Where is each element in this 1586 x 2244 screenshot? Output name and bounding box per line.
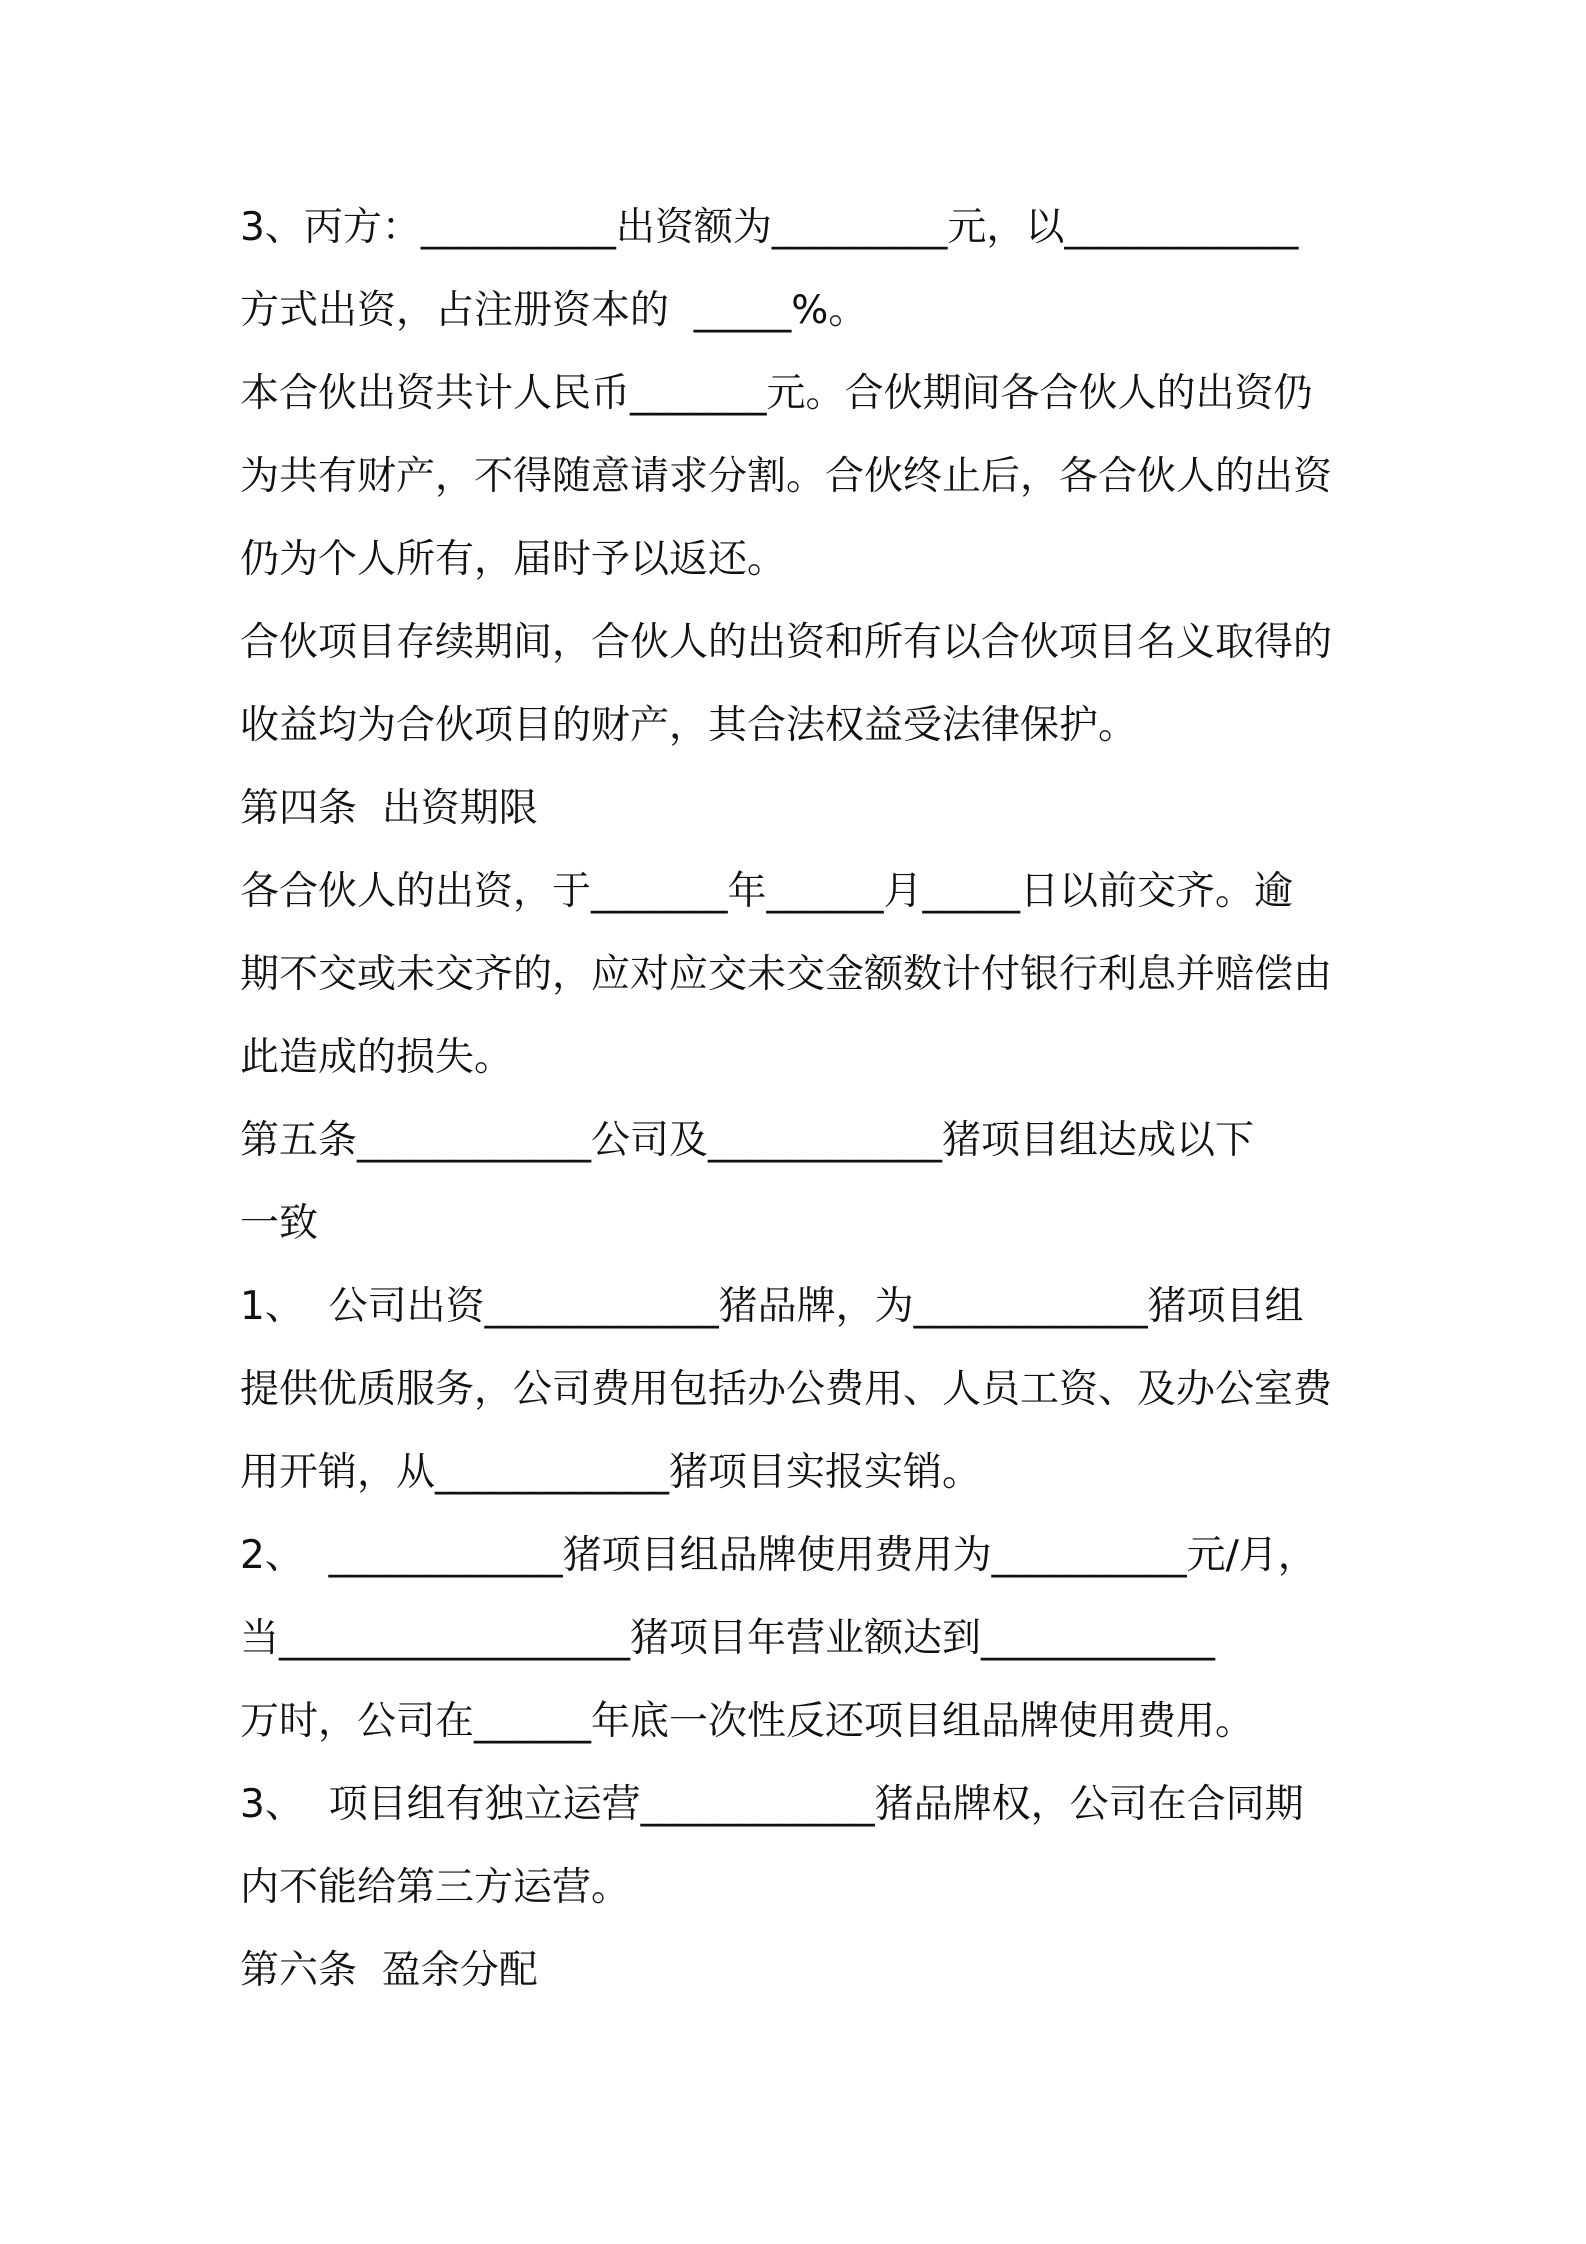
text-line: 提供优质服务，公司费用包括办公费用、人员工资、及办公室费 xyxy=(240,1367,1333,1412)
text-line: 万时，公司在______年底一次性反还项目组品牌使用费用。 xyxy=(240,1699,1255,1744)
section-heading: 第五条____________公司及____________猪项目组达成以下 xyxy=(240,1118,1255,1163)
text-line: 方式出资，占注册资本的 _____%。 xyxy=(240,288,868,333)
text-line: 2、 ____________猪项目组品牌使用费用为__________元/月， xyxy=(240,1533,1317,1578)
text-line: 3、 项目组有独立运营____________猪品牌权，公司在合同期 xyxy=(240,1782,1304,1827)
text-line: 本合伙出资共计人民币_______元。合伙期间各合伙人的出资仍 xyxy=(240,371,1313,416)
text-line: 用开销，从____________猪项目实报实销。 xyxy=(240,1450,982,1495)
text-line: 为共有财产，不得随意请求分割。合伙终止后，各合伙人的出资 xyxy=(240,454,1333,499)
text-line: 仍为个人所有，届时予以返还。 xyxy=(240,537,787,582)
text-line: 内不能给第三方运营。 xyxy=(240,1865,631,1910)
text-line: 一致 xyxy=(240,1201,319,1246)
text-line: 此造成的损失。 xyxy=(240,1035,514,1080)
text-line: 当__________________猪项目年营业额达到____________ xyxy=(240,1616,1216,1661)
section-heading: 第六条 盈余分配 xyxy=(240,1948,538,1993)
text-line: 合伙项目存续期间，合伙人的出资和所有以合伙项目名义取得的 xyxy=(240,620,1333,665)
text-line: 期不交或未交齐的，应对应交未交金额数计付银行利息并赔偿由 xyxy=(240,952,1333,997)
text-line: 3、丙方：__________出资额为_________元，以____________ xyxy=(240,205,1299,250)
text-line: 1、 公司出资____________猪品牌，为____________猪项目组 xyxy=(240,1284,1304,1329)
section-heading: 第四条 出资期限 xyxy=(240,786,538,831)
text-line: 收益均为合伙项目的财产，其合法权益受法律保护。 xyxy=(240,703,1138,748)
text-line: 各合伙人的出资，于_______年______月_____日以前交齐。逾 xyxy=(240,869,1294,914)
